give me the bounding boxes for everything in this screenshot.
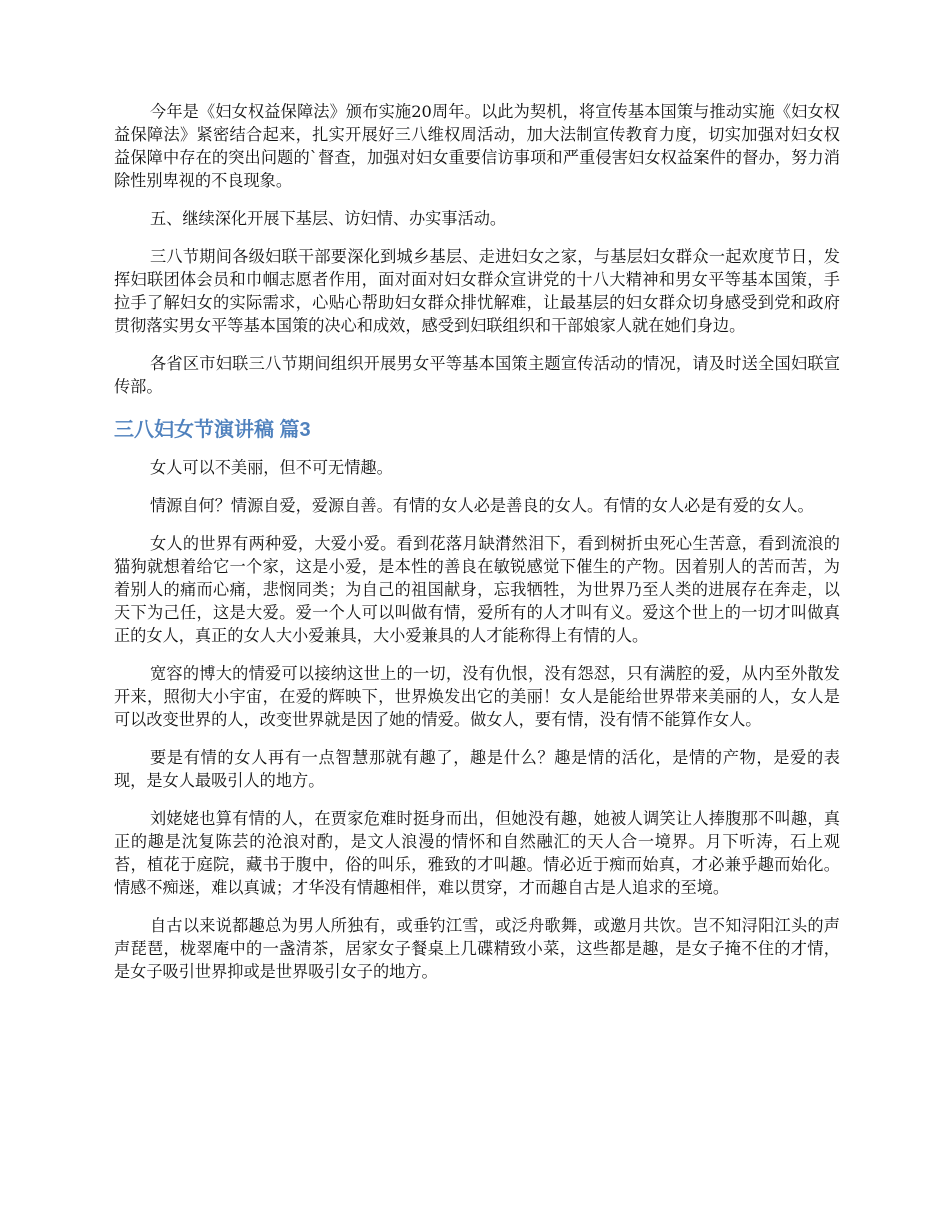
paragraph: 刘姥姥也算有情的人，在贾家危难时挺身而出，但她没有趣，她被人调笑让人捧腹那不叫趣，真正的趣是沈复陈芸的沧浪对酌，是文人浪漫的情怀和自然融汇的天人合一境界。月下听涛，石上观苔，植花于庭院，藏书于腹中，俗的叫乐，雅致的才叫趣。情必近于痴而始真，才必兼乎趣而始化。情感不痴迷，难以真诚；才华没有情趣相伴，难以贯穿，才而趣自古是人追求的至境。 — [114, 809, 840, 897]
paragraph: 情源自何？情源自爱，爱源自善。有情的女人必是善良的女人。有情的女人必是有爱的女人。 — [150, 496, 814, 515]
paragraph: 宽容的博大的情爱可以接纳这世上的一切，没有仇恨，没有怨怼，只有满腔的爱，从内至外散发开来，照彻大小宇宙，在爱的辉映下，世界焕发出它的美丽！女人是能给世界带来美丽的人，女人是可以改变世界的人，改变世界就是因了她的情爱。做女人，要有情，没有情不能算作女人。 — [114, 664, 840, 729]
paragraph: 三八节期间各级妇联干部要深化到城乡基层、走进妇女之家，与基层妇女群众一起欢度节日，发挥妇联团体会员和巾帼志愿者作用，面对面对妇女群众宣讲党的十八大精神和男女平等基本国策，手拉手了解妇女的实际需求，心贴心帮助妇女群众排忧解难，让最基层的妇女群众切身感受到党和政府贯彻落实男女平等基本国策的决心和成效，感受到妇联组织和干部娘家人就在她们身边。 — [114, 247, 840, 335]
paragraph: 要是有情的女人再有一点智慧那就有趣了，趣是什么？趣是情的活化，是情的产物，是爱的表现，是女人最吸引人的地方。 — [114, 748, 840, 790]
paragraph: 五、继续深化开展下基层、访妇情、办实事活动。 — [150, 209, 507, 228]
paragraph: 各省区市妇联三八节期间组织开展男女平等基本国策主题宣传活动的情况，请及时送全国妇联宣传部。 — [114, 354, 840, 396]
section-heading: 三八妇女节演讲稿 篇3 — [114, 419, 311, 441]
document-page — [114, 100, 840, 998]
paragraph: 今年是《妇女权益保障法》颁布实施20周年。以此为契机，将宣传基本国策与推动实施《妇女权益保障法》紧密结合起来，扎实开展好三八维权周活动，加大法制宣传教育力度，切实加强对妇女权益保障中存在的突出问题的`督查，加强对妇女重要信访事项和严重侵害妇女权益案件的督办，努力消除性别卑视的不良现象。 — [114, 102, 840, 190]
paragraph: 女人可以不美丽，但不可无情趣。 — [150, 458, 393, 477]
paragraph: 女人的世界有两种爱，大爱小爱。看到花落月缺潸然泪下，看到树折虫死心生苦意，看到流浪的猫狗就想着给它一个家，这是小爱，是本性的善良在敏锐感觉下催生的产物。因着别人的苦而苦，为着别人的痛而心痛，悲悯同类；为自己的祖国献身，忘我牺牲，为世界乃至人类的进展存在奔走，以天下为己任，这是大爱。爱一个人可以叫做有情，爱所有的人才叫有义。爱这个世上的一切才叫做真正的女人，真正的女人大小爱兼具，大小爱兼具的人才能称得上有情的人。 — [114, 534, 840, 645]
paragraph: 自古以来说都趣总为男人所独有，或垂钓江雪，或泛舟歌舞，或邀月共饮。岂不知浔阳江头的声声琵琶，栊翠庵中的一盏清茶，居家女子餐桌上几碟精致小菜，这些都是趣，是女子掩不住的才情，是女子吸引世界抑或是世界吸引女子的地方。 — [114, 916, 840, 981]
